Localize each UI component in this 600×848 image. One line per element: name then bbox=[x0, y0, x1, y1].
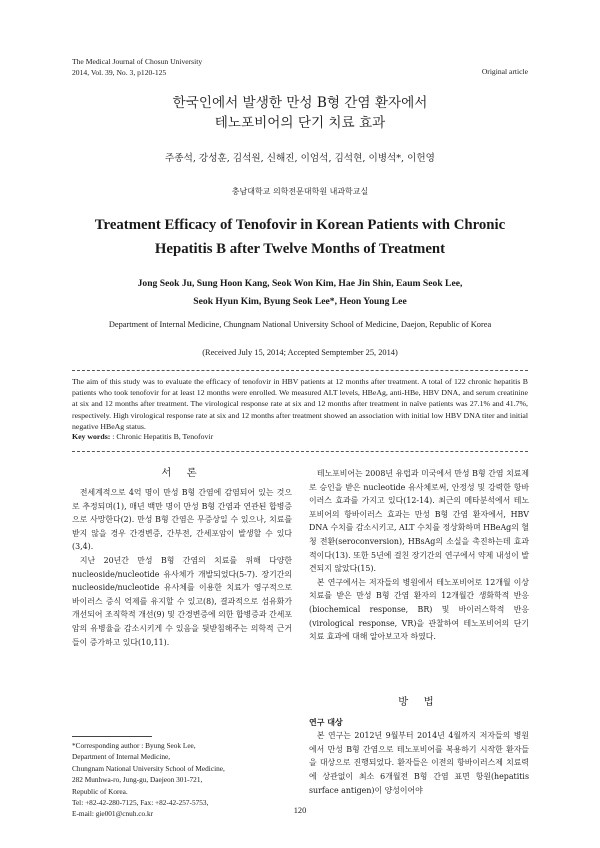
abstract-top-rule bbox=[72, 370, 528, 371]
keywords bbox=[72, 432, 528, 441]
right-column bbox=[309, 467, 529, 644]
footnote-line: Department of Internal Medicine, bbox=[72, 752, 171, 762]
article-type: Original article bbox=[481, 67, 528, 76]
english-authors-line1: Jong Seok Ju, Sung Hoon Kang, Seok Won Kim, Hae Jin Shin, Eaum Seok Lee, bbox=[137, 278, 463, 289]
english-authors bbox=[0, 275, 600, 311]
footnote-line: Chungnam National University School of Medicine, bbox=[72, 763, 225, 773]
page-number: 120 bbox=[293, 806, 307, 815]
abstract-text: The aim of this study was to evaluate the efficacy of tenofovir in HBV patients at 12 months after treatment. A total of 122 chronic hepatitis B patients who took tenofovir for at least 12 months were enrolled. We measured ALT levels, HBeAg, anti-HBe, HBV DNA, and serum creatinine at six and 12 months after treatment. The virological response rate at six and 12 months after treatment in naïve patients was 27.1% and 41.7%, respectively. High virological response rate at six and 12 months after treatment showed an association with initial low HBV DNA titer and initial negative HBeAg status. bbox=[72, 377, 528, 431]
english-affiliation: Department of Internal Medicine, Chungnam National University School of Medicine, Daejon, Republic of Korea bbox=[108, 320, 492, 329]
left-column bbox=[72, 486, 292, 649]
korean-affiliation: 충남대학교 의학전문대학원 내과학교실 bbox=[231, 187, 369, 196]
intro-heading: 서 론 bbox=[161, 467, 203, 479]
footnote-line: *Corresponding author : Byung Seok Lee, bbox=[72, 741, 196, 750]
english-title-line2: Hepatitis B after Twelve Months of Treatment bbox=[154, 241, 446, 257]
footnote-line: Republic of Korea. bbox=[72, 786, 128, 796]
footnote-line: Tel: +82-42-280-7125, Fax: +82-42-257-5753, bbox=[72, 798, 209, 808]
abstract-bottom-rule bbox=[72, 451, 528, 452]
methods-paragraph-1: 본 연구는 2012년 9월부터 2014년 4월까지 저자들의 병원에서 만성 B형 간염으로 테노포비어를 복용하기 시작한 환자들을 대상으로 진행되었다. 환자들은 이전의 항바이러스제 치료력에 상관없이 최소 6개월전 B형 간염 표면 항원(hepatitis surface antigen)이 양성이어야 bbox=[309, 731, 529, 795]
journal-info bbox=[72, 56, 202, 78]
footnote-line: 282 Munhwa-ro, Jung-gu, Daejeon 301-721, bbox=[72, 775, 203, 785]
korean-title-line1: 한국인에서 발생한 만성 B형 간염 환자에서 bbox=[172, 95, 428, 111]
korean-title bbox=[0, 93, 600, 133]
intro-paragraph-2: 지난 20년간 만성 B형 간염의 치료를 위해 다양한 nucleoside/nucleotide 유사체가 개발되었다(5-7). 장기간의 nucleoside/nucleotide 유사체를 이용한 치료가 영구적으로 바이러스 증식 억제를 유지할 수 있고(8), 결과적으로 섬유화가 개선되어 조직학적 개선(9) 및 간경변증에 의한 합병증과 간세포암의 유병율을 감소시키게 수 있음을 뒷받침해주는 의학적 근거들이 증가하고 있다(10,11). bbox=[72, 555, 292, 647]
english-title bbox=[0, 213, 600, 261]
footnote-email: E-mail: gie001@cnuh.co.kr bbox=[72, 809, 154, 819]
intro-section-heading-wrap bbox=[72, 464, 292, 485]
right-paragraph-2: 본 연구에서는 저자들의 병원에서 테노포비어로 12개월 이상 치료를 받은 만성 B형 간염 환자의 12개월간 생화학적 반응(biochemical response, BR) 및 바이러스학적 반응(virological response, VR)을 관찰하여 테노포비어의 단기 치료 효과에 대해 알아보고자 하였다. bbox=[309, 577, 529, 642]
keywords-label: Key words: bbox=[72, 432, 111, 441]
received-dates: (Received July 15, 2014; Accepted Semptember 25, 2014) bbox=[202, 348, 398, 357]
footnote-rule bbox=[72, 736, 152, 737]
journal-name: The Medical Journal of Chosun University bbox=[72, 57, 203, 66]
korean-authors: 주종석, 강성훈, 김석원, 신해진, 이엄석, 김석현, 이병석*, 이헌영 bbox=[165, 153, 435, 164]
methods-section bbox=[309, 696, 529, 797]
keywords-value: : Chronic Hepatitis B, Tenofovir bbox=[112, 432, 214, 441]
methods-heading: 방 법 bbox=[398, 696, 440, 708]
methods-subheading: 연구 대상 bbox=[309, 716, 343, 727]
korean-title-line2: 테노포비어의 단기 치료 효과 bbox=[214, 115, 386, 131]
intro-paragraph-1: 전세계적으로 4억 명이 만성 B형 간염에 감염되어 있는 것으로 추정되며(1), 매년 백만 명이 만성 B형 간염과 연관된 합병증으로 사망한다(2). 만성 B형 간염은 무증상일 수 있으나, 치료를 받지 않을 경우 간경변증, 간부전, 간세포암이 발생할 수 있다(3,4). bbox=[72, 488, 292, 552]
english-title-line1: Treatment Efficacy of Tenofovir in Korean Patients with Chronic bbox=[94, 217, 506, 233]
english-authors-line2: Seok Hyun Kim, Byung Seok Lee*, Heon Young Lee bbox=[193, 296, 407, 307]
journal-volume: 2014, Vol. 39, No. 3, p120-125 bbox=[72, 68, 167, 77]
right-paragraph-1: 테노포비어는 2008년 유럽과 미국에서 만성 B형 간염 치료제로 승인을 받은 nucleotide 유사체로써, 안정성 및 강력한 항바이러스 효과를 가지고 있다(12-14). 최근의 메타분석에서 테노포비어의 항바이러스 효과는 만성 B형 간염 환자에서, HBV DNA 수치를 감소시키고, ALT 수치를 정상화하며 HBeAg의 혈청 전환(seroconversion), HBsAg의 소실을 촉진하는데 효과적이다(13). 또한 5년에 걸친 장기간의 연구에서 약제 내성이 발견되지 않았다(15). bbox=[309, 469, 529, 574]
